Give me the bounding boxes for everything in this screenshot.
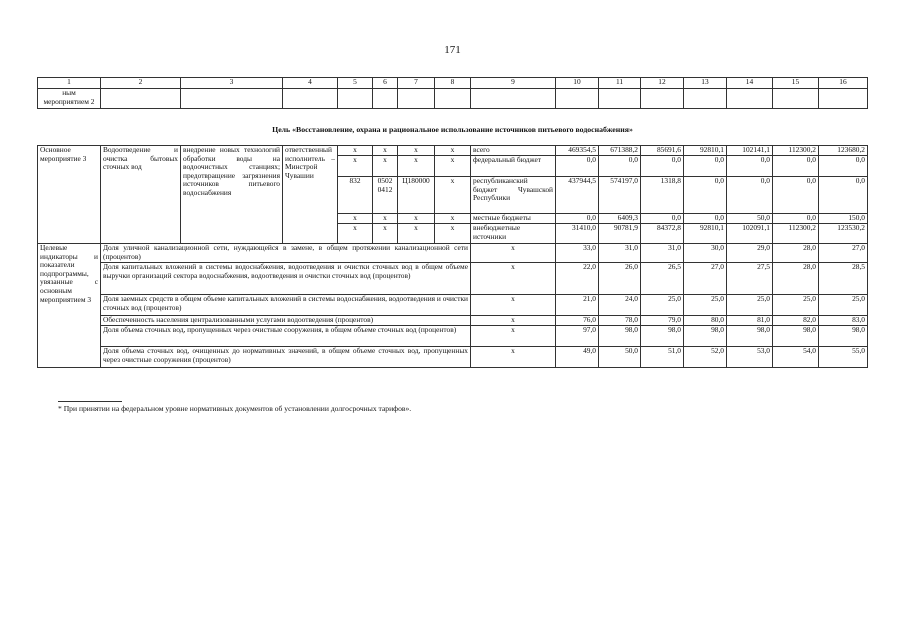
indicator-value: 98,0	[773, 326, 819, 347]
funding-value: 0,0	[684, 156, 727, 177]
budget-code-cell: x	[435, 177, 471, 214]
indicator-value: 97,0	[556, 326, 599, 347]
budget-code-cell: x	[338, 224, 373, 244]
indicator-value: 78,0	[599, 316, 641, 326]
measure-table	[37, 145, 868, 368]
budget-code-cell: x	[435, 146, 471, 156]
funding-value: 0,0	[684, 177, 727, 214]
funding-value: 31410,0	[556, 224, 599, 244]
indicator-value: 26,0	[599, 263, 641, 295]
budget-code-cell: x	[338, 156, 373, 177]
indicator-value: 55,0	[819, 347, 868, 368]
funding-value: 0,0	[599, 156, 641, 177]
indicator-value: 25,0	[641, 295, 684, 316]
indicator-value: 98,0	[684, 326, 727, 347]
funding-value: 0,0	[819, 177, 868, 214]
column-number: 10	[556, 78, 599, 89]
indicator-value: 83,0	[819, 316, 868, 326]
funding-value: 0,0	[773, 177, 819, 214]
indicator-c9: x	[471, 295, 556, 316]
funding-value: 0,0	[727, 177, 773, 214]
funding-value: 92810,1	[684, 224, 727, 244]
budget-code-cell: x	[435, 224, 471, 244]
budget-code-cell: 832	[338, 177, 373, 214]
funding-source: республиканский бюджет Чувашской Республики	[471, 177, 556, 214]
indicator-value: 26,5	[641, 263, 684, 295]
measure-executor: ответственный исполнитель – Минстрой Чувашии	[283, 146, 338, 244]
indicator-value: 27,0	[684, 263, 727, 295]
column-number: 8	[435, 78, 471, 89]
column-number: 7	[398, 78, 435, 89]
budget-code-cell: x	[373, 146, 398, 156]
funding-value: 1318,8	[641, 177, 684, 214]
funding-value: 102141,1	[727, 146, 773, 156]
goal-title: Цель «Восстановление, охрана и рациональное использование источников питьевого водоснабжения»	[272, 125, 633, 134]
funding-value: 0,0	[773, 156, 819, 177]
indicator-row	[38, 326, 868, 347]
funding-source: внебюджетные источники	[471, 224, 556, 244]
budget-code-cell: x	[398, 156, 435, 177]
indicator-c9: x	[471, 347, 556, 368]
column-number: 14	[727, 78, 773, 89]
indicator-value: 29,0	[727, 244, 773, 263]
funding-value: 90781,9	[599, 224, 641, 244]
funding-source: федеральный бюджет	[471, 156, 556, 177]
budget-code-cell: x	[338, 146, 373, 156]
funding-value: 102091,1	[727, 224, 773, 244]
column-number: 2	[101, 78, 181, 89]
funding-value: 123530,2	[819, 224, 868, 244]
indicator-value: 21,0	[556, 295, 599, 316]
funding-value: 0,0	[556, 214, 599, 224]
indicator-value: 98,0	[819, 326, 868, 347]
indicator-value: 98,0	[599, 326, 641, 347]
funding-value: 0,0	[641, 156, 684, 177]
indicator-row	[38, 295, 868, 316]
budget-code-cell: x	[373, 214, 398, 224]
indicator-value: 81,0	[727, 316, 773, 326]
indicator-c9: x	[471, 263, 556, 295]
indicator-c9: x	[471, 316, 556, 326]
budget-code-cell: x	[398, 146, 435, 156]
indicator-name: Доля уличной канализационной сети, нуждающейся в замене, в общем протяжении канализационной сети (процентов)	[101, 244, 471, 263]
budget-code-cell: x	[398, 214, 435, 224]
indicator-value: 54,0	[773, 347, 819, 368]
indicator-row	[38, 244, 868, 263]
funding-value: 0,0	[641, 214, 684, 224]
indicator-value: 76,0	[556, 316, 599, 326]
budget-code-cell: x	[435, 156, 471, 177]
indicator-value: 80,0	[684, 316, 727, 326]
indicators-label: Целевые индикаторы и показатели подпрограммы, увязанные с основным мероприятием 3	[38, 244, 101, 368]
column-number: 6	[373, 78, 398, 89]
budget-code-cell: x	[398, 224, 435, 244]
footnote-rule	[58, 401, 122, 402]
funding-value: 85691,6	[641, 146, 684, 156]
continuation-cell: ным мероприятием 2	[38, 89, 101, 109]
funding-value: 92810,1	[684, 146, 727, 156]
column-number: 4	[283, 78, 338, 89]
indicator-value: 79,0	[641, 316, 684, 326]
indicator-value: 28,0	[773, 244, 819, 263]
indicator-value: 25,0	[684, 295, 727, 316]
budget-code-cell: x	[373, 224, 398, 244]
funding-value: 437944,5	[556, 177, 599, 214]
page-number: 171	[444, 44, 461, 56]
indicator-value: 25,0	[819, 295, 868, 316]
indicator-value: 24,0	[599, 295, 641, 316]
funding-value: 112300,2	[773, 146, 819, 156]
funding-value: 84372,8	[641, 224, 684, 244]
indicator-value: 82,0	[773, 316, 819, 326]
indicator-value: 31,0	[599, 244, 641, 263]
indicator-row	[38, 347, 868, 368]
funding-value: 50,0	[727, 214, 773, 224]
indicator-value: 50,0	[599, 347, 641, 368]
indicator-value: 25,0	[727, 295, 773, 316]
funding-value: 574197,0	[599, 177, 641, 214]
indicator-name: Доля заемных средств в общем объеме капитальных вложений в системы водоснабжения, водоотведения и очистки сточных вод (процентов)	[101, 295, 471, 316]
column-number: 16	[819, 78, 868, 89]
continuation-row	[38, 89, 868, 109]
budget-code-cell: Ц180000	[398, 177, 435, 214]
measure-description: внедрение новых технологий обработки воды на водоочистных станциях; предотвращение загрязнения источников питьевого водоснабжения	[181, 146, 283, 244]
indicator-value: 30,0	[684, 244, 727, 263]
column-number: 12	[641, 78, 684, 89]
funding-value: 112300,2	[773, 224, 819, 244]
measure-title: Водоотведение и очистка бытовых сточных вод	[101, 146, 181, 244]
indicator-value: 98,0	[727, 326, 773, 347]
funding-value: 671388,2	[599, 146, 641, 156]
indicator-row	[38, 316, 868, 326]
column-number: 5	[338, 78, 373, 89]
indicator-value: 49,0	[556, 347, 599, 368]
budget-code-cell: x	[435, 214, 471, 224]
measure-name: Основное мероприятие 3	[38, 146, 101, 244]
footnote: * При принятии на федеральном уровне нормативных документов об установлении долгосрочных тарифов».	[58, 404, 412, 413]
funding-source: всего	[471, 146, 556, 156]
column-number-row	[38, 78, 868, 89]
indicator-name: Доля объема сточных вод, очищенных до нормативных значений, в общем объеме сточных вод, пропущенных через очистные сооружения (процентов)	[101, 347, 471, 368]
budget-code-cell: x	[373, 156, 398, 177]
indicator-value: 52,0	[684, 347, 727, 368]
funding-value: 0,0	[727, 156, 773, 177]
indicator-name: Доля капитальных вложений в системы водоснабжения, водоотведения и очистки сточных вод в общем объеме выручки организаций сектора водоснабжения, водоотведения и очистки сточных вод (процентов)	[101, 263, 471, 295]
indicator-value: 31,0	[641, 244, 684, 263]
funding-value: 0,0	[773, 214, 819, 224]
funding-value: 6409,3	[599, 214, 641, 224]
indicator-value: 22,0	[556, 263, 599, 295]
column-number: 15	[773, 78, 819, 89]
indicator-value: 28,5	[819, 263, 868, 295]
indicator-value: 28,0	[773, 263, 819, 295]
funding-row	[38, 146, 868, 156]
header-table	[37, 77, 868, 109]
budget-code-cell: 0502 0412	[373, 177, 398, 214]
indicator-value: 27,5	[727, 263, 773, 295]
indicator-name: Обеспеченность населения централизованными услугами водоотведения (процентов)	[101, 316, 471, 326]
column-number: 11	[599, 78, 641, 89]
indicator-name: Доля объема сточных вод, пропущенных через очистные сооружения, в общем объеме сточных вод (процентов)	[101, 326, 471, 347]
column-number: 1	[38, 78, 101, 89]
funding-value: 150,0	[819, 214, 868, 224]
indicator-value: 51,0	[641, 347, 684, 368]
funding-value: 469354,5	[556, 146, 599, 156]
indicator-c9: x	[471, 244, 556, 263]
indicator-value: 33,0	[556, 244, 599, 263]
funding-value: 0,0	[556, 156, 599, 177]
funding-value: 0,0	[819, 156, 868, 177]
indicator-row	[38, 263, 868, 295]
funding-value: 123680,2	[819, 146, 868, 156]
budget-code-cell: x	[338, 214, 373, 224]
indicator-c9: x	[471, 326, 556, 347]
indicator-value: 25,0	[773, 295, 819, 316]
indicator-value: 53,0	[727, 347, 773, 368]
indicator-value: 98,0	[641, 326, 684, 347]
indicator-value: 27,0	[819, 244, 868, 263]
funding-value: 0,0	[684, 214, 727, 224]
column-number: 9	[471, 78, 556, 89]
column-number: 13	[684, 78, 727, 89]
funding-source: местные бюджеты	[471, 214, 556, 224]
column-number: 3	[181, 78, 283, 89]
